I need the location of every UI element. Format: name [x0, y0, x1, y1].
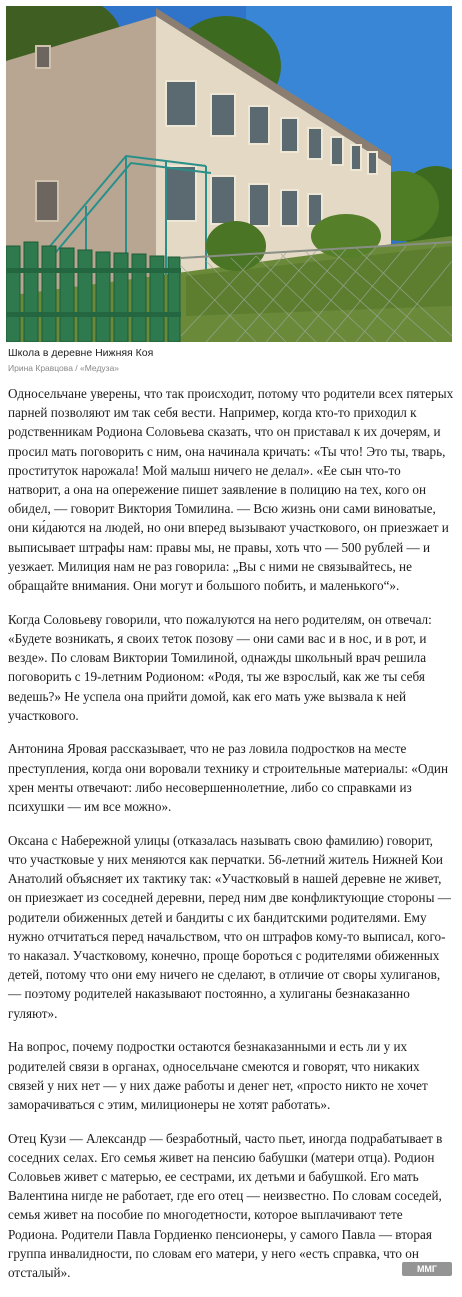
article-paragraph: Односельчане уверены, что так происходит, потому что родители всех пятерых парней позволяют им так себя вести. Например, когда кто-то приходил к родственникам Родиона Соловьева сказать, что он приставал к их дочерям, и просил мать поговорить с ним, она начинала кричать: «Ты что! Это ты, тварь, проституток нарожала! Мой малыш ничего не делал». «Ее сын что-то натворит, а она на опережение пишет заявление в полицию на тех, кого он обидел, — говорит Виктория Томилина. — Всю жизнь они сами виноватые, они ки́даются на людей, но они вперед вызывают участкового, он приезжает и выписывает штрафы нам: правы мы, не правы, хоть что — 500 рублей — и уезжает. Милиция нам не раз говорила: „Вы с ними не связывайтесь, не обращайте внимания. Они могут и большого побить, и маленького“». [8, 386, 454, 594]
article-paragraph: На вопрос, почему подростки остаются безнаказанными и есть ли у их родителей связи в органах, односельчане смеются и говорят, что никаких связей у них нет — у них даже работы и денег нет, «просто никто не хочет заморачиваться с этим, милиционеры не хотят работать». [8, 1039, 428, 1112]
article-photo [6, 6, 452, 342]
photo-caption-title: Школа в деревне Нижняя Коя [8, 347, 154, 359]
article-body [8, 384, 454, 1297]
watermark-logo: ММГ [402, 1262, 452, 1276]
photo-caption [8, 346, 454, 374]
article-paragraph: Отец Кузи — Александр — безработный, часто пьет, иногда подрабатывает в соседних селах. Его семья живет на пенсию бабушки (матери отца). Родион Соловьев живет с матерью, ее сестрами, их детьми и бабушкой. Его мать Валентина нигде не работает, где его отец — неизвестно. По словам соседей, семья живет на пособие по многодетности, которое выплачивают тете Родиона. Родители Павла Гордиенко пенсионеры, у самого Павла — вторая группа инвалидности, по словам его матери, у него «есть справка, что он отсталый». [8, 1130, 443, 1281]
article-paragraph: Оксана с Набережной улицы (отказалась называть свою фамилию) говорит, что участковые у них меняются как перчатки. 56-летний житель Нижней Кои Анатолий объясняет их тактику так: «Участковый в нашей деревне не живет, он приезжает из соседней деревни, перед ним две конфликтующие стороны — родители обиженных детей и бандиты с их бандитскими родителями. Ему нужно отчитаться перед начальством, что он штрафов кому-то выписал, кого-то наказал. Участковому, конечно, проще бороться с родителями обиженных детей, потому что они ему ничего не сделают, в отличие от своры хулиганов, — поэтому родителей наказывают постоянно, а хулиганы безнаказанно гуляют». [8, 832, 451, 1021]
photo-credit: Ирина Кравцова / «Медуза» [8, 363, 120, 373]
article-paragraph: Когда Соловьеву говорили, что пожалуются на него родителям, он отвечал: «Будете возникать, я своих теток позову — они сами вас и в нос, и в рот, и везде». По словам Виктории Томилиной, однажды школьный врач решила поговорить с 19-летним Родионом: «Родя, ты же взрослый, как же ты себя ведешь?» Не успела она прийти домой, как его мать уже вызвала к ней участкового. [8, 611, 432, 723]
article-paragraph: Антонина Яровая рассказывает, что не раз ловила подростков на месте преступления, когда они воровали технику и строительные материалы: «Один хрен менты отвечают: либо несовершеннолетние, либо со справками из психушки — им все можно». [8, 741, 449, 815]
